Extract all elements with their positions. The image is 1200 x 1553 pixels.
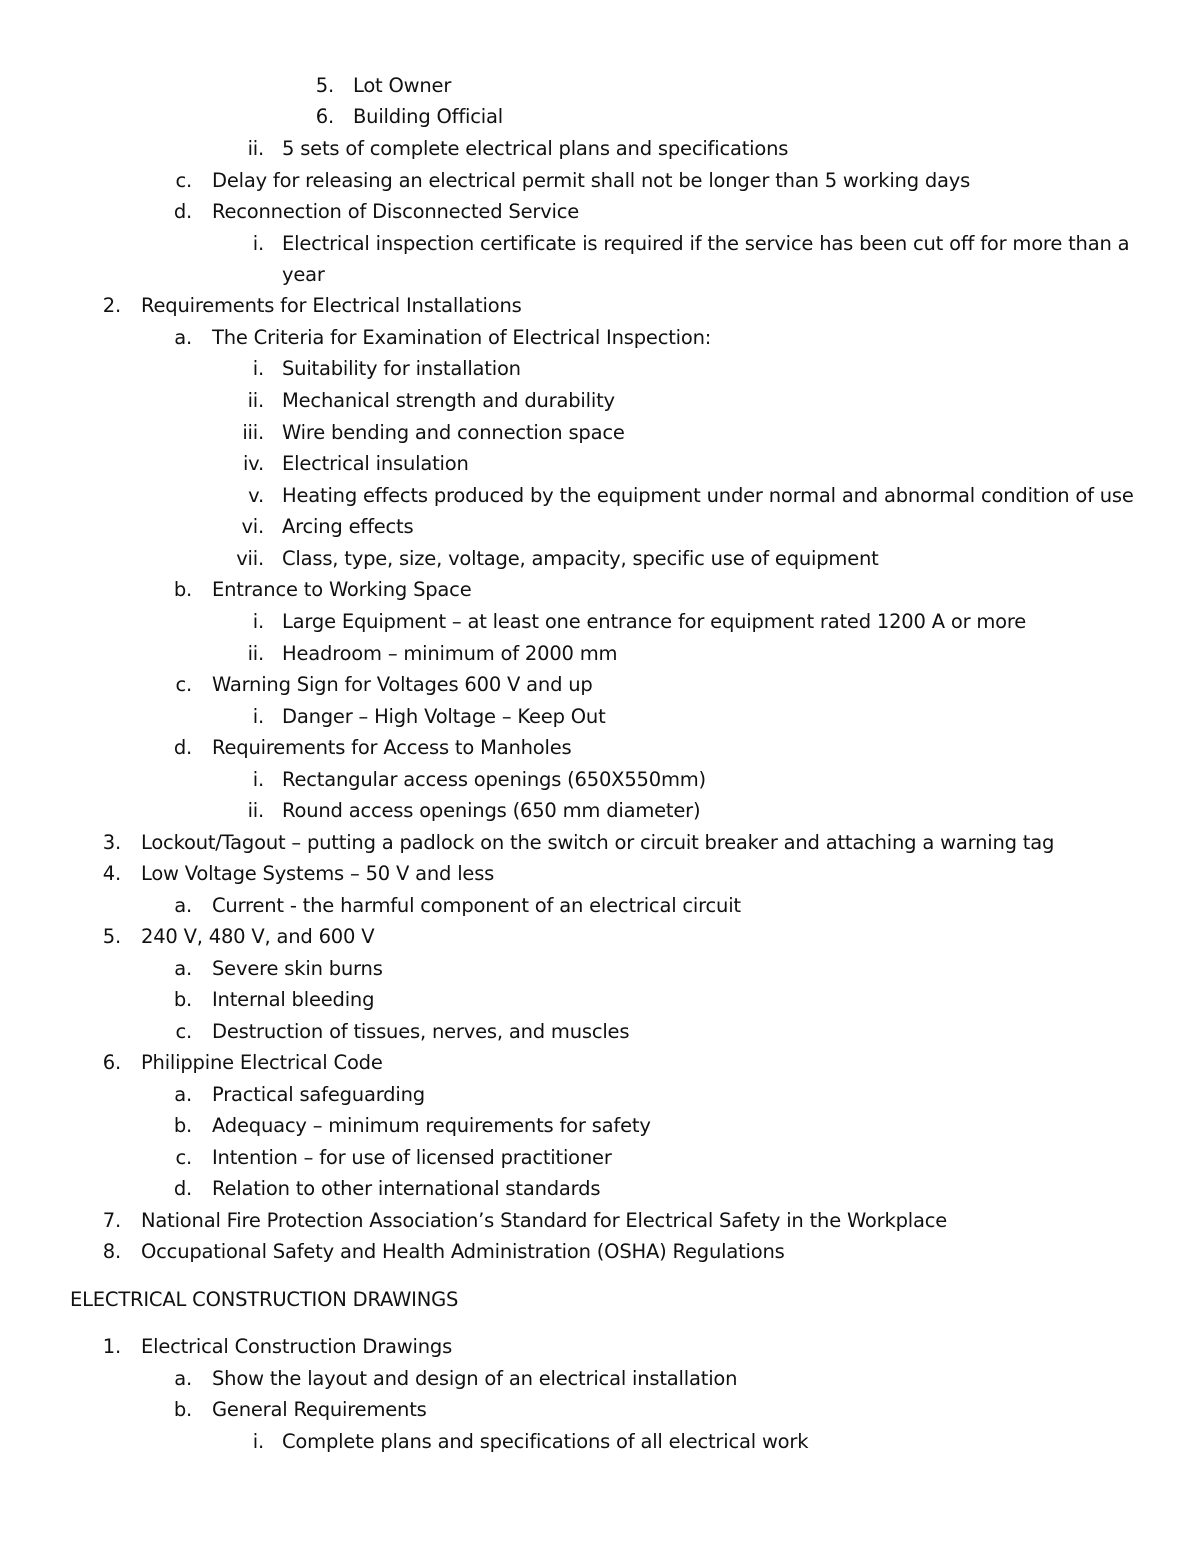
list-item [0,642,1200,668]
list-marker: vii. [236,547,264,570]
list-item [0,421,1200,447]
list-item [0,1209,1200,1235]
list-marker: iii. [242,421,264,444]
list-item-text: Lot Owner [353,74,452,97]
list-item [0,610,1200,636]
list-marker: i. [252,705,264,728]
list-item-text: Heating effects produced by the equipment under normal and abnormal condition of use [282,484,1134,507]
list-item-text: General Requirements [212,1398,427,1421]
list-marker: 6. [315,105,334,128]
list-item-text: Philippine Electrical Code [141,1051,383,1074]
list-marker: a. [174,1367,192,1390]
list-item [0,452,1200,478]
list-item [0,1177,1200,1203]
list-item-text: National Fire Protection Association’s Standard for Electrical Safety in the Workplace [141,1209,948,1232]
list-marker: a. [174,957,192,980]
list-item-text: ELECTRICAL CONSTRUCTION DRAWINGS [70,1288,459,1311]
list-marker: ii. [247,137,264,160]
list-item [0,1083,1200,1109]
list-item [0,1114,1200,1140]
list-item [0,389,1200,415]
list-item [0,894,1200,920]
list-item [0,799,1200,825]
list-item [0,263,1200,289]
list-marker: c. [175,1020,192,1043]
list-item [0,673,1200,699]
list-item-text: Practical safeguarding [212,1083,425,1106]
list-marker: i. [252,232,264,255]
list-marker: ii. [247,799,264,822]
list-item-text: Headroom – minimum of 2000 mm [282,642,618,665]
list-item [0,1335,1200,1361]
list-marker: 3. [102,831,121,854]
list-item [0,705,1200,731]
list-item-text: Danger – High Voltage – Keep Out [282,705,606,728]
list-item [0,1020,1200,1046]
list-item [0,232,1200,258]
list-item-text: Internal bleeding [212,988,375,1011]
list-item-text: Wire bending and connection space [282,421,625,444]
list-marker: ii. [247,642,264,665]
list-marker: i. [252,1430,264,1453]
list-item-text: Rectangular access openings (650X550mm) [282,768,706,791]
list-item-text: Show the layout and design of an electrical installation [212,1367,738,1390]
list-item [0,74,1200,100]
list-marker: vi. [241,515,264,538]
list-marker: i. [252,357,264,380]
list-item-text: Warning Sign for Voltages 600 V and up [212,673,593,696]
list-item-text: Relation to other international standards [212,1177,601,1200]
list-marker: b. [173,1114,192,1137]
list-marker: b. [173,1398,192,1421]
list-item [0,957,1200,983]
list-item-text: Adequacy – minimum requirements for safety [212,1114,651,1137]
list-item-text: Mechanical strength and durability [282,389,615,412]
list-item-text: Destruction of tissues, nerves, and muscles [212,1020,630,1043]
list-marker: 5. [315,74,334,97]
list-marker: 7. [102,1209,121,1232]
list-item-text: The Criteria for Examination of Electrical Inspection: [212,326,712,349]
section-heading [0,1288,1200,1314]
list-marker: 1. [102,1335,121,1358]
list-item-text: Electrical insulation [282,452,469,475]
list-item-text: Electrical Construction Drawings [141,1335,453,1358]
list-item-text: Severe skin burns [212,957,383,980]
list-item-text: Entrance to Working Space [212,578,472,601]
list-marker: 2. [102,294,121,317]
list-item-text: Arcing effects [282,515,414,538]
list-item-text: Large Equipment – at least one entrance for equipment rated 1200 A or more [282,610,1027,633]
list-marker: i. [252,768,264,791]
list-item [0,547,1200,573]
list-marker: 8. [102,1240,121,1263]
list-item [0,831,1200,857]
list-item [0,200,1200,226]
list-item-text: Lockout/Tagout – putting a padlock on the switch or circuit breaker and attaching a warning tag [141,831,1055,854]
list-item-text: Occupational Safety and Health Administration (OSHA) Regulations [141,1240,785,1263]
list-item [0,294,1200,320]
list-item [0,1146,1200,1172]
list-item [0,862,1200,888]
list-item [0,137,1200,163]
list-item [0,357,1200,383]
list-marker: a. [174,894,192,917]
list-item-text: Current - the harmful component of an electrical circuit [212,894,741,917]
list-marker: 5. [102,925,121,948]
list-item-text: Complete plans and specifications of all electrical work [282,1430,809,1453]
list-item-text: Low Voltage Systems – 50 V and less [141,862,495,885]
list-item-text: Requirements for Electrical Installations [141,294,522,317]
list-marker: d. [173,1177,192,1200]
list-marker: b. [173,578,192,601]
list-marker: 4. [102,862,121,885]
list-marker: b. [173,988,192,1011]
list-item-text: Intention – for use of licensed practitioner [212,1146,612,1169]
list-marker: d. [173,736,192,759]
list-marker: i. [252,610,264,633]
list-item [0,988,1200,1014]
list-marker: iv. [242,452,264,475]
list-item [0,515,1200,541]
list-item-text: Class, type, size, voltage, ampacity, specific use of equipment [282,547,879,570]
list-item-text: Round access openings (650 mm diameter) [282,799,701,822]
list-item [0,1367,1200,1393]
list-item [0,578,1200,604]
list-marker: c. [175,169,192,192]
list-item-text: Suitability for installation [282,357,521,380]
list-marker: a. [174,1083,192,1106]
list-marker: v. [248,484,264,507]
list-marker: d. [173,200,192,223]
list-item [0,1430,1200,1456]
list-item [0,1051,1200,1077]
list-item [0,1240,1200,1266]
list-marker: a. [174,326,192,349]
list-item-text: Requirements for Access to Manholes [212,736,572,759]
list-marker: c. [175,1146,192,1169]
list-item [0,484,1200,510]
list-item-text: Building Official [353,105,503,128]
list-item [0,169,1200,195]
list-item [0,736,1200,762]
list-item [0,1398,1200,1424]
list-item-text: Electrical inspection certificate is required if the service has been cut off for more than a [282,232,1130,255]
list-item-text: Reconnection of Disconnected Service [212,200,580,223]
list-marker: 6. [102,1051,121,1074]
list-item-text: year [282,263,325,286]
list-item-text: Delay for releasing an electrical permit shall not be longer than 5 working days [212,169,971,192]
list-item [0,925,1200,951]
list-item [0,768,1200,794]
list-item-text: 5 sets of complete electrical plans and specifications [282,137,789,160]
list-item-text: 240 V, 480 V, and 600 V [141,925,375,948]
list-marker: c. [175,673,192,696]
list-marker: ii. [247,389,264,412]
list-item [0,105,1200,131]
list-item [0,326,1200,352]
